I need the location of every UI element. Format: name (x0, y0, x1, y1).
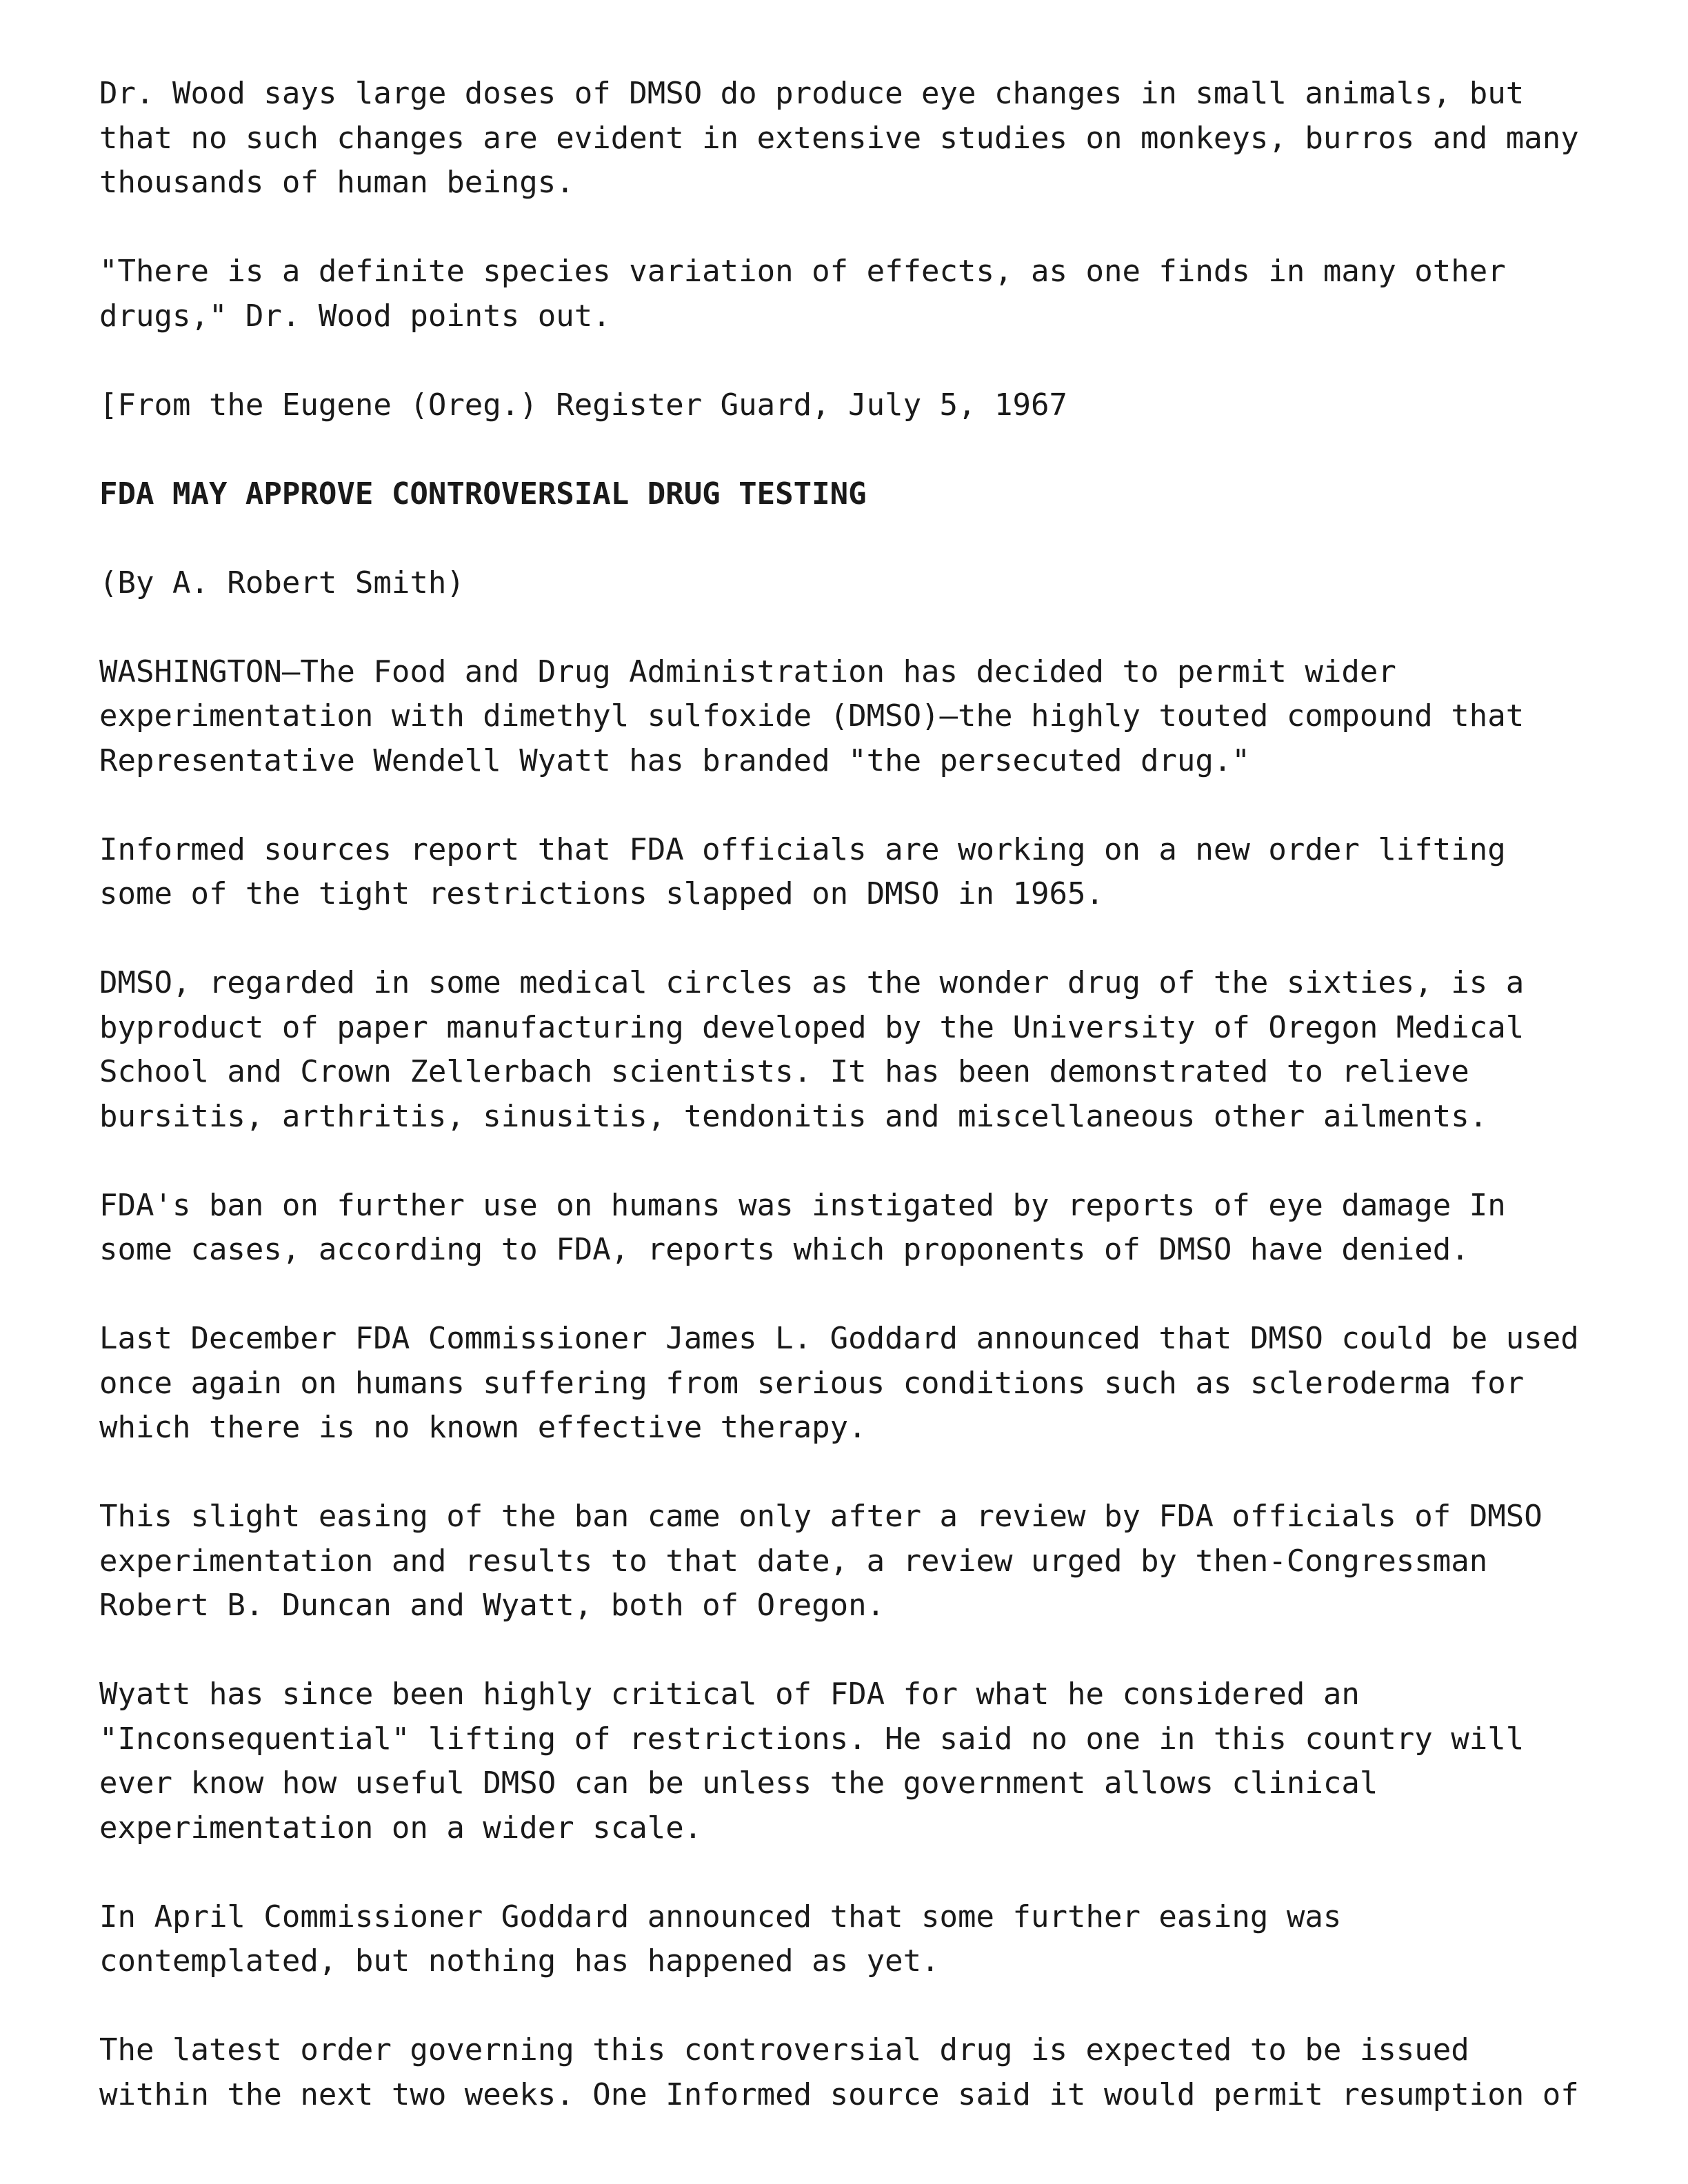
paragraph-wyatt-critical: Wyatt has since been highly critical of FDA for what he considered an "Inconsequential" lifting of restrictions. He said no one in this country will ever know how useful DMSO can be unless the government allows clinical experimentation on a wider scale. (99, 1677, 1525, 1846)
paragraph-species-variation: "There is a definite species variation of effects, as one finds in many other drugs," Dr. Wood points out. (99, 254, 1506, 334)
paragraph-washington-lede: WASHINGTON—The Food and Drug Administration has decided to permit wider experimentation with dimethyl sulfoxide (DMSO)—the highly touted compound that Representative Wendell Wyatt has branded "the persecuted drug." (99, 654, 1525, 778)
paragraph-informed-sources: Informed sources report that FDA officials are working on a new order lifting some of the tight restrictions slapped on DMSO in 1965. (99, 831, 1506, 911)
paragraph-fda-ban: FDA's ban on further use on humans was instigated by reports of eye damage In some cases, according to FDA, reports which proponents of DMSO have denied. (99, 1187, 1506, 1267)
byline: (By A. Robert Smith) (99, 565, 465, 600)
paragraph-latest-order: The latest order governing this controversial drug is expected to be issued within the next two weeks. One Informed source said it would permit resumption of (99, 2032, 1579, 2112)
source-line: [From the Eugene (Oreg.) Register Guard, July 5, 1967 (99, 387, 1067, 423)
paragraph-dmso-wonder-drug: DMSO, regarded in some medical circles as the wonder drug of the sixties, is a byproduct of paper manufacturing developed by the University of Oregon Medical School and Crown Zellerbach scientists. It has been demonstrated to relieve bursitis, arthritis, sinusitis, tendonitis and miscellaneous other ailments. (99, 965, 1525, 1134)
article-headline: FDA MAY APPROVE CONTROVERSIAL DRUG TESTING (99, 476, 867, 512)
document-body (99, 72, 1616, 2162)
paragraph-april-goddard: In April Commissioner Goddard announced that some further easing was contemplated, but nothing has happened as yet. (99, 1899, 1342, 1979)
paragraph-goddard-december: Last December FDA Commissioner James L. Goddard announced that DMSO could be used once again on humans suffering from serious conditions such as scleroderma for which there is no known effective therapy. (99, 1321, 1579, 1445)
paragraph-slight-easing: This slight easing of the ban came only after a review by FDA officials of DMSO experimentation and results to that date, a review urged by then-Congressman Robert B. Duncan and Wyatt, both of Oregon. (99, 1499, 1543, 1623)
paragraph-dr-wood-eye-changes: Dr. Wood says large doses of DMSO do produce eye changes in small animals, but that no such changes are evident in extensive studies on monkeys, burros and many thousands of human beings. (99, 76, 1579, 200)
